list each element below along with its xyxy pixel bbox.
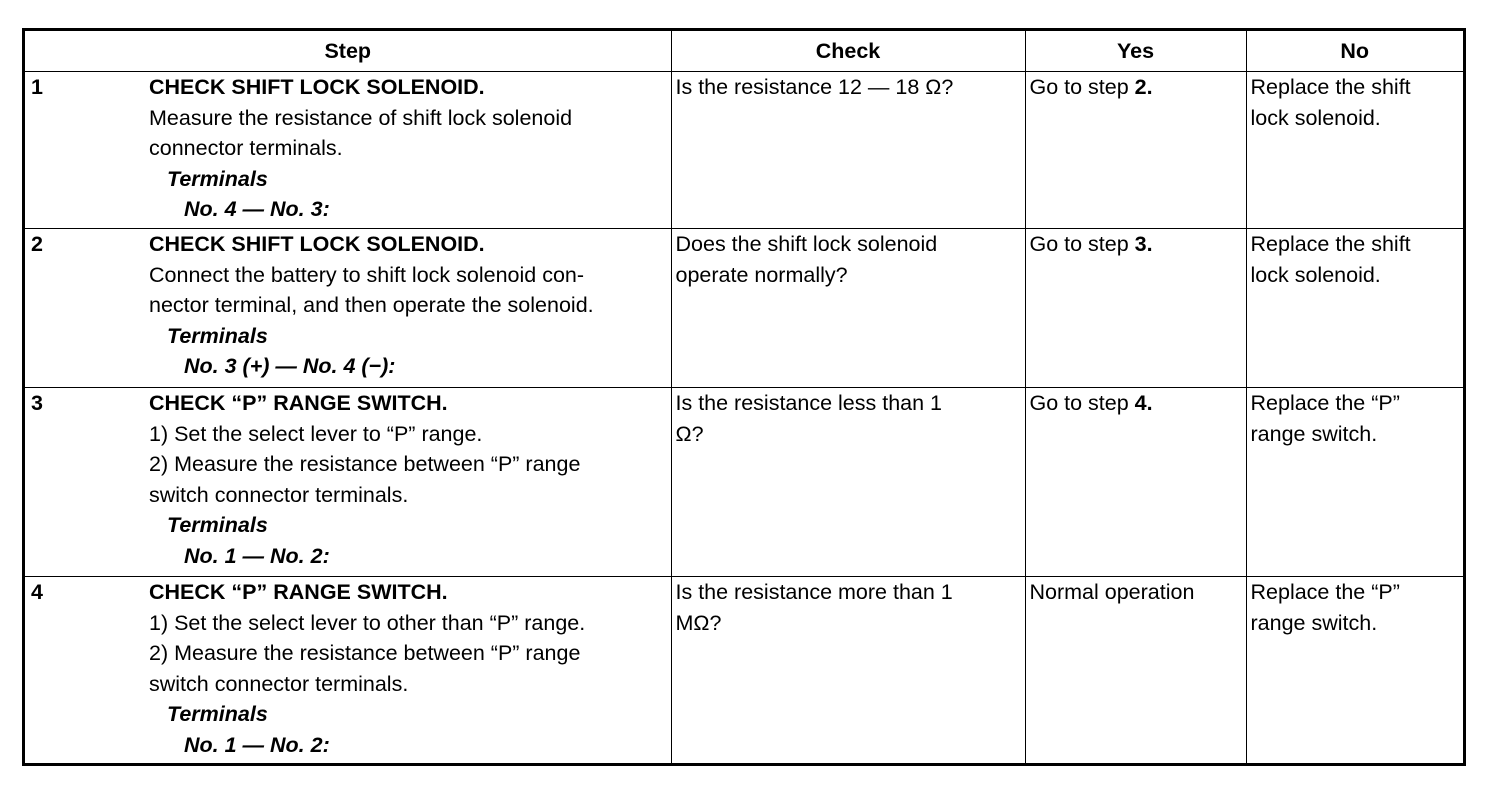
yes-text: Go to step [1029, 75, 1135, 99]
table-row [25, 388, 1463, 577]
yes-text: Normal operation [1029, 580, 1195, 604]
terminals-value: No. 1 — No. 2: [184, 543, 330, 568]
diagnostic-table-frame [22, 28, 1466, 766]
check-text: MΩ? [675, 610, 722, 635]
step-title: CHECK “P” RANGE SWITCH. [149, 580, 448, 604]
terminals-label: Terminals [167, 702, 268, 726]
step-text: switch connector terminals. [149, 671, 409, 696]
step-number: 4 [25, 577, 149, 766]
step-number: 2 [25, 229, 149, 388]
yes-text: Go to step [1029, 391, 1135, 415]
yes-step-ref: 2. [1134, 75, 1153, 99]
step-cell [149, 577, 671, 766]
no-cell [1246, 72, 1463, 229]
step-text: connector terminals. [149, 136, 343, 160]
no-text: range switch. [1250, 610, 1378, 635]
header-row [25, 31, 1463, 72]
yes-cell [1025, 72, 1246, 229]
header-check: Check [671, 31, 1025, 72]
step-title: CHECK SHIFT LOCK SOLENOID. [149, 75, 485, 99]
no-text: lock solenoid. [1250, 105, 1381, 130]
step-text: switch connector terminals. [149, 482, 409, 507]
step-text: Measure the resistance of shift lock solenoid [149, 105, 573, 130]
no-text: Replace the shift [1250, 232, 1411, 256]
yes-cell [1025, 229, 1246, 388]
no-cell [1246, 229, 1463, 388]
check-text: operate normally? [675, 262, 848, 287]
no-cell [1246, 577, 1463, 766]
step-text: Connect the battery to shift lock solenoid con- [149, 262, 585, 287]
check-text: Is the resistance more than 1 [675, 580, 953, 604]
step-text: 1) Set the select lever to other than “P” range. [149, 610, 586, 635]
yes-cell [1025, 388, 1246, 577]
terminals-label: Terminals [167, 166, 268, 191]
header-yes: Yes [1025, 31, 1246, 72]
no-cell [1246, 388, 1463, 577]
step-cell [149, 72, 671, 229]
step-text: 1) Set the select lever to “P” range. [149, 421, 483, 446]
step-title: CHECK “P” RANGE SWITCH. [149, 391, 448, 415]
step-number: 1 [25, 72, 149, 229]
table-row [25, 577, 1463, 766]
check-cell [671, 229, 1025, 388]
terminals-value: No. 3 (+) — No. 4 (−): [184, 354, 396, 378]
yes-cell [1025, 577, 1246, 766]
check-text: Does the shift lock solenoid [675, 232, 938, 256]
check-text: Ω? [675, 421, 704, 446]
check-cell [671, 388, 1025, 577]
terminals-value: No. 1 — No. 2: [184, 732, 330, 757]
step-title: CHECK SHIFT LOCK SOLENOID. [149, 232, 485, 256]
no-text: lock solenoid. [1250, 262, 1381, 287]
no-text: Replace the shift [1250, 75, 1411, 99]
no-text: Replace the “P” [1250, 391, 1400, 415]
diagnostic-table [25, 31, 1463, 765]
header-no: No [1246, 31, 1463, 72]
yes-step-ref: 4. [1134, 391, 1153, 415]
table-row [25, 229, 1463, 388]
table-row [25, 72, 1463, 229]
step-number: 3 [25, 388, 149, 577]
check-cell [671, 577, 1025, 766]
step-cell [149, 388, 671, 577]
check-text: Is the resistance less than 1 [675, 391, 943, 415]
no-text: Replace the “P” [1250, 580, 1400, 604]
step-cell [149, 229, 671, 388]
step-text: nector terminal, and then operate the solenoid. [149, 293, 594, 317]
yes-step-ref: 3. [1134, 232, 1153, 256]
check-text: Is the resistance 12 — 18 Ω? [675, 75, 954, 99]
yes-text: Go to step [1029, 232, 1135, 256]
terminals-value: No. 4 — No. 3: [184, 197, 330, 221]
check-cell [671, 72, 1025, 229]
step-text: 2) Measure the resistance between “P” range [149, 641, 581, 665]
header-step: Step [25, 31, 671, 72]
terminals-label: Terminals [167, 513, 268, 537]
step-text: 2) Measure the resistance between “P” range [149, 452, 581, 476]
terminals-label: Terminals [167, 323, 268, 348]
no-text: range switch. [1250, 421, 1378, 446]
